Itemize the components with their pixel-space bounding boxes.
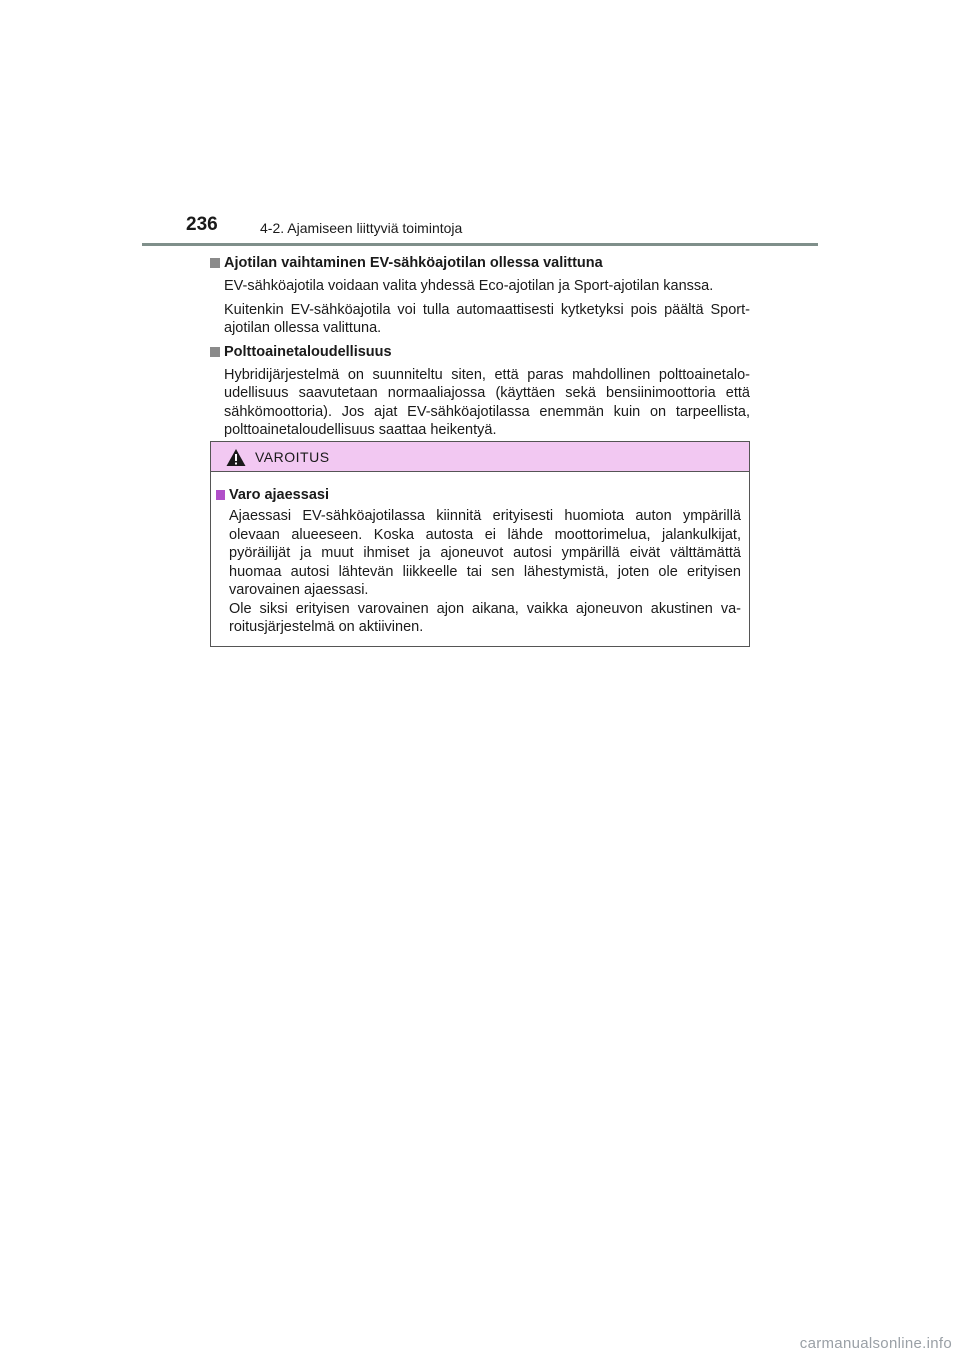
paragraph: Kuitenkin EV-sähköajotila voi tulla automaattisesti kytketyksi pois päältä Sport-ajotilan ollessa valittuna. <box>224 301 750 336</box>
paragraph: Ajaessasi EV-sähköajotilassa kiinnitä erityisesti huomiota auton ympärillä olevaan alueeseen. Koska autosta ei lähde moottorimelua, jalankulkijat, pyöräilijät ja muut ihmiset ja ajoneuvot autosi ympärillä eivät välttämättä huomaa autosi lähtevän liikkeelle tai sen lähestymistä, joten ole erityisen varovainen ajaessasi. <box>229 508 741 598</box>
warning-text <box>229 507 741 637</box>
warning-title: Varo ajaessasi <box>216 486 741 505</box>
section-fuel-economy <box>210 343 750 440</box>
section-title: Ajotilan vaihtaminen EV-sähköajotilan ollessa valittuna <box>210 254 750 273</box>
page-header <box>186 214 826 244</box>
page-number: 236 <box>186 214 218 235</box>
warning-body <box>211 472 749 637</box>
paragraph: Hybridijärjestelmä on suunniteltu siten, että paras mahdollinen polttoainetalo-udellisuus saavutetaan normaaliajossa (käyttäen sekä bensiinimoottoria että sähkömoottoria). Jos ajat EV-sähköajotilassa enemmän kuin on tarpeellista, polttoainetaloudellisuus saattaa heikentyä. <box>224 366 750 438</box>
warning-header <box>211 442 749 472</box>
main-content <box>210 254 750 445</box>
warning-box <box>210 441 750 647</box>
chapter-title: 4-2. Ajamiseen liittyviä toimintoja <box>260 220 463 236</box>
paragraph: EV-sähköajotila voidaan valita yhdessä Eco-ajotilan ja Sport-ajotilan kanssa. <box>224 278 714 294</box>
square-bullet-icon <box>216 490 225 500</box>
warning-triangle-icon <box>226 448 246 467</box>
section-drive-mode <box>210 254 750 338</box>
square-bullet-icon <box>210 347 220 357</box>
paragraph: Ole siksi erityisen varovainen ajon aikana, vaikka ajoneuvon akustinen va-roitusjärjestelmä on aktiivinen. <box>229 600 741 635</box>
warning-label: VAROITUS <box>255 449 330 465</box>
section-title: Polttoainetaloudellisuus <box>210 343 750 362</box>
header-divider <box>142 243 818 246</box>
watermark: carmanualsonline.info <box>799 1335 952 1352</box>
square-bullet-icon <box>210 258 220 268</box>
